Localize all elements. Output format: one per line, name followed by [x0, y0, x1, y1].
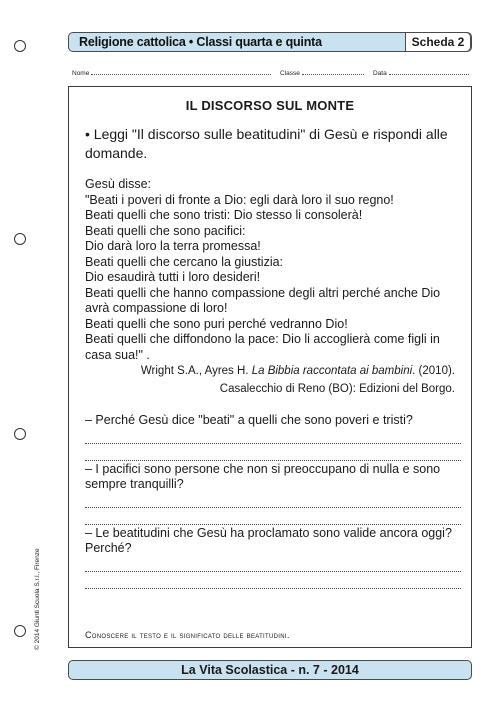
- answer-line[interactable]: [85, 429, 461, 445]
- date-label: Data: [373, 70, 387, 77]
- text-line: Beati quelli che sono pacifici:: [85, 223, 246, 238]
- binder-hole-3: [14, 428, 26, 440]
- question-text: sempre tranquilli?: [85, 477, 184, 491]
- questions: [85, 413, 461, 590]
- text-line: Beati quelli che cercano la giustizia:: [85, 254, 284, 269]
- answer-line[interactable]: [85, 509, 461, 525]
- instruction: [85, 125, 461, 163]
- answer-line[interactable]: [85, 493, 461, 509]
- text-line: Dio esaudirà tutti i loro desideri!: [85, 270, 261, 284]
- source-year: . (2010).: [412, 365, 455, 377]
- text-line: Beati quelli che sono tristi: Dio stesso li consolerà!: [85, 208, 363, 222]
- copyright-notice: © 2014 Giunti Scuola S.r.l., Firenze: [34, 548, 41, 650]
- worksheet-title: IL DISCORSO SUL MONTE: [185, 98, 355, 113]
- source-book: La Bibbia raccontata ai bambini: [251, 365, 413, 377]
- page-header: [68, 32, 472, 52]
- text-line: Beati quelli che hanno compassione degli altri perché anche Dio: [85, 285, 441, 300]
- binder-hole-1: [14, 40, 26, 52]
- instruction-line: • Leggi "Il discorso sulle beatitudini" di Gesù e rispondi alle: [85, 126, 448, 142]
- instruction-line: domande.: [85, 145, 148, 161]
- text-line: Beati quelli che sono puri perché vedranno Dio!: [85, 316, 348, 331]
- text-line: casa sua!" .: [85, 347, 150, 362]
- worksheet-frame: [68, 86, 472, 648]
- text-line: Beati quelli che diffondono la pace: Dio li accoglierà come figli in: [85, 332, 440, 346]
- text-line: avrà compassione di loro!: [85, 301, 228, 315]
- name-field[interactable]: [72, 68, 271, 77]
- text-line: Dio darà loro la terra promessa!: [85, 239, 261, 253]
- question-text: Perché?: [85, 541, 132, 555]
- learning-objective: Conoscere il testo e il significato delle beatitudini.: [85, 630, 290, 640]
- class-label: Classe: [280, 70, 300, 77]
- source-authors: Wright S.A., Ayres H.: [140, 365, 249, 377]
- source-publisher: Casalecchio di Reno (BO): Edizioni del Borgo.: [219, 383, 455, 395]
- text-line: Gesù disse:: [85, 177, 152, 191]
- answer-line[interactable]: [85, 445, 461, 461]
- source-citation: [141, 365, 455, 377]
- page-footer: La Vita Scolastica - n. 7 - 2014: [68, 660, 472, 680]
- question-text: – Le beatitudini che Gesù ha proclamato sono valide ancora oggi?: [85, 525, 452, 540]
- question-3: [85, 526, 461, 589]
- name-label: Nome: [72, 70, 90, 77]
- answer-line[interactable]: [85, 573, 461, 589]
- header-title: Religione cattolica • Classi quarta e quinta: [79, 35, 322, 49]
- beatitudes-text: [85, 177, 461, 363]
- sheet-number: Scheda 2: [405, 32, 471, 52]
- question-2: [85, 462, 461, 525]
- question-1: [85, 413, 461, 461]
- answer-line[interactable]: [85, 557, 461, 573]
- question-text: – Perché Gesù dice "beati" a quelli che sono poveri e tristi?: [85, 413, 413, 427]
- text-line: "Beati i poveri di fronte a Dio: egli darà loro il suo regno!: [85, 192, 394, 207]
- question-text: – I pacifici sono persone che non si preoccupano di nulla e sono: [85, 461, 441, 476]
- class-field[interactable]: [280, 68, 364, 77]
- student-info-row: [72, 68, 472, 78]
- binder-hole-2: [14, 233, 26, 245]
- date-field[interactable]: [373, 68, 469, 77]
- binder-hole-4: [14, 625, 26, 637]
